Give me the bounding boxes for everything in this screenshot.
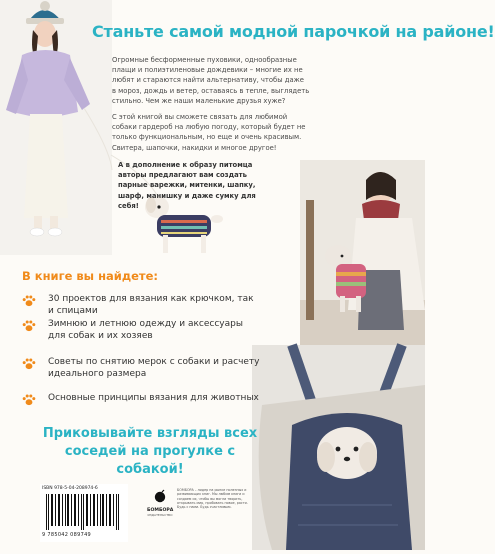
feature-item bbox=[22, 357, 262, 380]
paw-icon bbox=[22, 394, 36, 406]
paw-icon bbox=[22, 358, 36, 370]
intro-paragraph: Огромные бесформенные пуховики, однообразные плащи и полиэтиленовые дождевики – многие их не любят и стараются найти альтернативу, чтобы даже в мороз, дождь и ветер, оставаясь в тепле, выглядеть стильно. Чем же наши маленькие друзья хуже? bbox=[112, 56, 310, 105]
headline: Станьте самой модной парочкой на районе! bbox=[92, 22, 495, 41]
feature-item bbox=[22, 319, 262, 342]
publisher-logo bbox=[147, 488, 173, 517]
paw-icon bbox=[22, 320, 36, 332]
photo-woman-with-poodle bbox=[300, 160, 425, 345]
publisher-description: БОМБОРА – лидер на рынке полезных и развивающих книг. Мы любим книги и создаем их, чтобы вы могли творить, открывать мир, пробовать новое, расти. Будь с нами. Будь счастливым. bbox=[177, 488, 248, 510]
feature-text: Основные принципы вязания для животных bbox=[48, 393, 259, 403]
photo-dog-in-knitted-bag bbox=[252, 345, 425, 550]
feature-item bbox=[22, 294, 262, 317]
call-to-action: Приковывайте взгляды всех соседей на прогулке с собакой! bbox=[42, 426, 258, 477]
section-title: В книге вы найдете: bbox=[22, 269, 158, 283]
bomb-logo-icon bbox=[153, 489, 167, 503]
description-paragraph: С этой книгой вы сможете связать для любимой собаки гардероб на любую погоду, который будет не только функциональным, но еще и очень красивым. Свитера, шапочки, накидки и многое другое! bbox=[112, 113, 306, 152]
publisher-name: БОМБОРА bbox=[147, 508, 174, 513]
isbn-text: ISBN 978-5-04-208974-6 bbox=[42, 486, 98, 491]
feature-item bbox=[22, 393, 262, 406]
feature-text: Зимнюю и летнюю одежду и аксессуары для собак и их хозяев bbox=[48, 319, 243, 341]
feature-text: Советы по снятию мерок с собаки и расчету идеального размера bbox=[48, 357, 260, 379]
bold-note: А в дополнение к образу питомца авторы предлагают вам создать парные варежки, митенки, шапку, шарф, манишку и даже сумку для себя! bbox=[118, 161, 256, 210]
publisher-subtitle: ИЗДАТЕЛЬСТВО bbox=[147, 513, 173, 517]
paw-icon bbox=[22, 295, 36, 307]
barcode-digits: 9 785042 089749 bbox=[42, 532, 92, 538]
feature-text: 30 проектов для вязания как крючком, так и спицами bbox=[48, 294, 254, 316]
